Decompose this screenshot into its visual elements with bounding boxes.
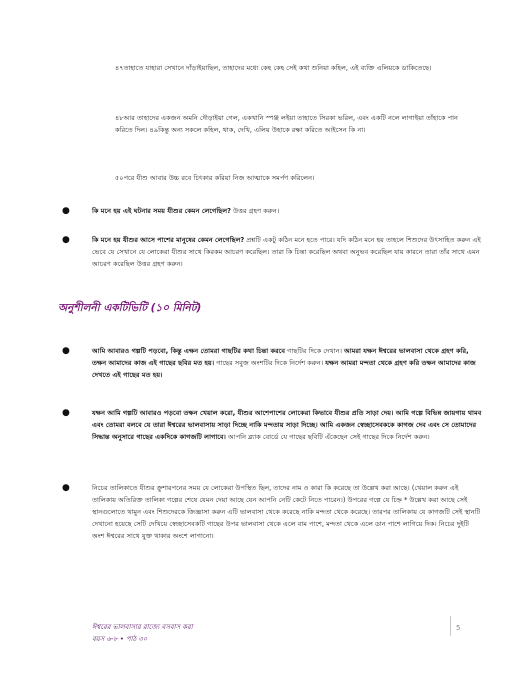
question-text: কি মনে হয় এই ঘটনার সময় যীশুর কেমন লেগেছিল? উত্তর গ্রহণ করুন।	[92, 207, 280, 215]
bullet-icon: ●	[62, 408, 70, 418]
footer-line-1: ঈশ্বরের ভালবাসার রাজ্যে বসবাস করা	[92, 623, 193, 631]
section-heading-activity: অনুশীলনী একটিভিটি (১০ মিনিট)	[58, 302, 202, 314]
scripture-paragraph-50: ৫০পরে যীশু আবার উচ্চ রবে চিৎকার করিয়া নিজ আত্মাকে সমর্পণ করিলেন।	[115, 174, 315, 182]
activity-text: আমি আবারও গল্পটি পড়বো, কিন্তু এক্ষন তোমরা গাছটির কথা চিন্তা করবে গাছটির দিকে দেখান। আমরা যক্ষন ঈশ্বরের ভালবাসা থেকে গ্রহণ করি, তক্ষন আমাদের কাজ এই গাছের ছবির মত হয়। গাছের সবুজ অংশটির দিকে নির্দেশ করুন। যক্ষন আমরা মন্দতা থেকে গ্রহণ করি তক্ষন আমাদের কাজ দেখতে এই গাছের মত হয়।	[92, 347, 476, 379]
activity-text: যক্ষন আমি গল্পটি আবারও পড়বো তক্ষন খেয়াল করো, যীশুর আশেপাশের লোকেরা কিভাবে যীশুর প্রতি সাড়া দেয়। আমি গল্পে বিভিন্ন জায়গায় থামব এবং তোমরা বলবে যে তারা ঈশ্বরের ভালবাসায় সাড়া দিচ্ছে নাকি মন্দতায় সাড়া দিচ্ছে। আমি একজন স্বেচ্ছাসেবককে কাগজ দেব এবং সে তোমাদের সিদ্ধান্ত অনুসারে গাছের একদিকে কাগজটি লাগাবে। আপনি ব্ল্যাক বোর্ডে যে গাছের ছবিটি এঁকেছেন সেই গাছের দিকে নির্দেশ করুন।	[92, 409, 482, 441]
scripture-paragraph-47: ৪৭তাহাতে যাহারা সেখানে দাঁড়াইয়াছিল, তাহাদের মধ্যে কেহ কেহ সেই কথা শুনিয়া কহিল, এই ব্যক্তি এলিয়কে ডাকিতেছে।	[115, 64, 432, 72]
bullet-icon: ●	[62, 483, 70, 493]
scripture-paragraph-48: ৪৮আর তাহাদের একজন অমনি দৌড়াইয়া গেল, একখানি স্পঞ্জ লইয়া তাহাতে সিরকা ভরিল, এবং একটি নলে লাগাইয়া তাঁহাকে পান করিতে দিল। ৪৯কিন্তু অন্য সকলে কহিল, থাক, দেখি, এলিয় উহাকে রক্ষা করিতে আইসেন কি না।	[115, 114, 458, 134]
page-number: 5	[456, 624, 461, 632]
activity-text: নিচের তালিকাতে যীশুর ক্রুশারপনের সময় যে লোকেরা উপস্থিত ছিল, তাদের নাম ও কারা কি করেছে তা উল্লেখ করা আছে। (খেয়াল করুন এই তালিকায় অতিরিক্ত তালিকা গল্পের শেষে যেমন দেয়া আছে যেন আপনি নেটি কেটে নিতে পারেন।) উপরের গল্পে যে চিহ্ন * উল্লেখ করা আছে সেই স্থানগুলোতে থামুন এবং শিশুদেরকে জিজ্ঞাসা করুন এটি ভালবাসা থেকে করেছে নাকি মন্দতা থেকে করেছে। তারপর তালিকায় যে কাগজটি সেই স্থানটি দেখানো হয়েছে সেটি দেখিয়ে স্বেচ্ছাসেবকটি গাছের উপর ভালবাসা থেকে এলে বাম পাশে, মন্দতা থেকে এলে ডান পাশে লাগিয়ে দিক। নিচের দুইটি অংশ ঈশ্বরের সাথে যুক্ত থাকার অংশে লাগানো।	[92, 484, 481, 540]
footer-line-2: বয়স ৬-৮ • পাঠ ৩০	[92, 635, 148, 643]
question-text: কি মনে হয় যীশুর আসে পাশের মানুষের কেমন লেগেছিল? প্রশ্নটি একটু কঠিন মনে হতে পারে। যদি কঠিন মনে হয় তাহলে শিশুদের উৎসাহিত করুন এই ভেবে যে সেখানে যে লোকেরা যীশুর সাথে কিরকম আচরণ করেছিল। তারা কি চিন্তা করেছিল অথবা অনুভব করেছিল যায় কারনে তারা তাঁর সাথে এমন আচরণ করেছিল উত্তর গ্রহণ করুন।	[92, 236, 481, 268]
bullet-icon: ●	[62, 206, 70, 216]
footer-title	[92, 621, 193, 645]
bullet-icon: ●	[62, 235, 70, 245]
bullet-icon: ●	[62, 346, 70, 356]
footer-divider	[450, 616, 451, 636]
